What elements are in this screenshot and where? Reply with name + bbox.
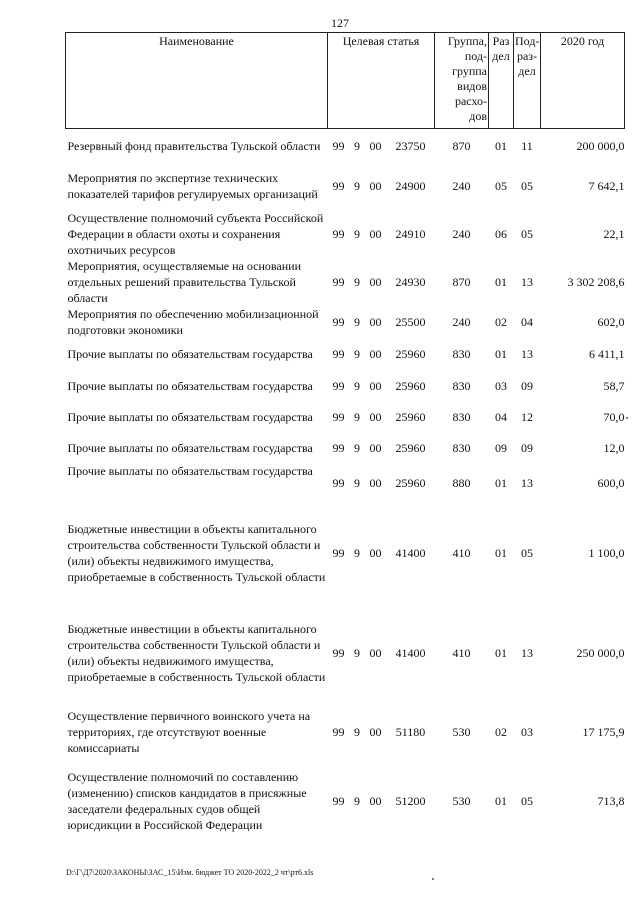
budget-table xyxy=(65,32,625,841)
row-code-d: 51180 xyxy=(395,725,426,739)
row-code-d: 25960 xyxy=(395,347,426,361)
table-row xyxy=(66,306,625,338)
row-podrazdel: 09 xyxy=(521,378,534,393)
row-code-d: 25960 xyxy=(395,440,426,455)
row-sum: 22,1 xyxy=(603,227,625,241)
row-code-a: 99 xyxy=(332,347,345,361)
row-code-d: 24910 xyxy=(395,227,426,241)
row-sum: 6 411,1 xyxy=(588,347,625,361)
row-podrazdel: 11 xyxy=(521,138,533,153)
row-code-c: 00 xyxy=(369,794,382,808)
row-code-b: 9 xyxy=(354,646,360,660)
table-header xyxy=(66,33,625,129)
row-name: Прочие выплаты по обязательствам государства xyxy=(67,464,313,478)
row-code-b: 9 xyxy=(354,179,360,193)
header-podrazdel-line: дел xyxy=(518,64,536,78)
table-row xyxy=(66,703,625,761)
table-row xyxy=(66,210,625,258)
row-name: Прочие выплаты по обязательствам государства xyxy=(67,378,313,393)
row-code-d: 25500 xyxy=(395,315,426,329)
row-razdel: 02 xyxy=(495,725,508,739)
header-razdel-line: дел xyxy=(492,49,510,63)
row-code-c: 00 xyxy=(369,275,382,289)
row-code-a: 99 xyxy=(332,646,345,660)
row-code-c: 00 xyxy=(369,476,382,490)
row-name: Осуществление полномочий по составлению (изменению) списков кандидатов в присяжные заседатели федеральных судов общей юрисдикции в Российской Федерации xyxy=(67,770,307,832)
row-code-c: 00 xyxy=(369,138,382,153)
row-group: 410 xyxy=(452,646,471,660)
row-razdel: 01 xyxy=(495,347,508,361)
row-sum: 1 100,0 xyxy=(588,546,625,560)
row-code-b: 9 xyxy=(354,315,360,329)
row-code-c: 00 xyxy=(369,347,382,361)
row-code-c: 00 xyxy=(369,315,382,329)
row-code-c: 00 xyxy=(369,546,382,560)
row-group: 830 xyxy=(452,409,471,424)
row-razdel: 01 xyxy=(495,138,508,153)
row-code-c: 00 xyxy=(369,378,382,393)
row-sum: 250 000,0 xyxy=(576,646,625,660)
row-code-d: 41400 xyxy=(395,646,426,660)
row-group: 530 xyxy=(452,725,471,739)
row-sum: 602,0 xyxy=(597,315,625,329)
row-podrazdel: 13 xyxy=(521,275,534,289)
row-sum: 713,8 xyxy=(597,794,625,808)
row-code-a: 99 xyxy=(332,227,345,241)
row-podrazdel: 03 xyxy=(521,725,534,739)
row-razdel: 01 xyxy=(495,476,508,490)
row-group: 880 xyxy=(452,476,471,490)
table-row xyxy=(66,603,625,703)
row-podrazdel: 05 xyxy=(521,179,534,193)
row-sum: 3 302 208,6 xyxy=(567,275,625,289)
row-code-a: 99 xyxy=(332,725,345,739)
header-razdel xyxy=(489,33,514,129)
row-code-b: 9 xyxy=(354,409,360,424)
row-razdel: 02 xyxy=(495,315,508,329)
row-group: 240 xyxy=(452,227,471,241)
row-group: 870 xyxy=(452,138,471,153)
row-code-d: 24900 xyxy=(395,179,426,193)
row-sum: 58,7 xyxy=(603,378,625,393)
row-code-a: 99 xyxy=(332,275,345,289)
row-razdel: 01 xyxy=(495,546,508,560)
row-code-d: 25960 xyxy=(395,378,426,393)
row-code-b: 9 xyxy=(354,378,360,393)
row-razdel: 03 xyxy=(495,378,508,393)
row-code-c: 00 xyxy=(369,646,382,660)
row-code-a: 99 xyxy=(332,179,345,193)
row-name: Прочие выплаты по обязательствам государства xyxy=(67,440,313,455)
row-podrazdel: 04 xyxy=(521,315,534,329)
row-group: 240 xyxy=(452,179,471,193)
row-name: Мероприятия по обеспечению мобилизационной подготовки экономики xyxy=(67,307,319,337)
row-code-b: 9 xyxy=(354,546,360,560)
row-razdel: 04 xyxy=(495,409,508,424)
row-sum: 12,0 xyxy=(603,440,625,455)
header-year: 2020 год xyxy=(541,33,625,129)
row-code-c: 00 xyxy=(369,725,382,739)
row-group: 830 xyxy=(452,440,471,455)
header-group-line: дов xyxy=(469,109,488,123)
row-sum: 600,0 xyxy=(597,476,625,490)
header-group-line: видов xyxy=(457,79,488,93)
row-name: Прочие выплаты по обязательствам государства xyxy=(67,347,313,361)
scan-speck xyxy=(626,417,628,419)
table-row xyxy=(66,432,625,463)
row-code-a: 99 xyxy=(332,409,345,424)
header-group xyxy=(435,33,489,129)
row-sum: 7 642,1 xyxy=(588,179,625,193)
row-podrazdel: 05 xyxy=(521,794,534,808)
row-razdel: 01 xyxy=(495,275,508,289)
row-razdel: 01 xyxy=(495,646,508,660)
row-razdel: 05 xyxy=(495,179,508,193)
row-sum: 200 000,0 xyxy=(576,138,625,153)
row-razdel: 01 xyxy=(495,794,508,808)
header-podrazdel-line: раз- xyxy=(516,49,538,63)
row-name: Резервный фонд правительства Тульской области xyxy=(67,138,321,153)
header-group-line: Группа, xyxy=(447,34,488,48)
row-code-a: 99 xyxy=(332,138,345,153)
table-row xyxy=(66,258,625,306)
row-podrazdel: 13 xyxy=(521,646,534,660)
row-code-b: 9 xyxy=(354,794,360,808)
row-name: Осуществление полномочий субъекта Российской Федерации в области охоты и сохранения охотничьих ресурсов xyxy=(67,211,324,257)
header-podrazdel xyxy=(514,33,541,129)
row-code-b: 9 xyxy=(354,725,360,739)
row-code-b: 9 xyxy=(354,275,360,289)
row-name: Прочие выплаты по обязательствам государства xyxy=(67,409,313,424)
row-code-a: 99 xyxy=(332,546,345,560)
row-code-c: 00 xyxy=(369,440,382,455)
page-number: 127 xyxy=(331,16,349,30)
header-group-line: группа xyxy=(452,64,488,78)
row-code-d: 23750 xyxy=(395,138,426,153)
row-code-c: 00 xyxy=(369,179,382,193)
row-group: 240 xyxy=(452,315,471,329)
row-group: 870 xyxy=(452,275,471,289)
row-code-d: 25960 xyxy=(395,476,426,490)
row-name: Осуществление первичного воинского учета на территориях, где отсутствуют военные комиссариаты xyxy=(67,709,311,755)
row-podrazdel: 05 xyxy=(521,227,534,241)
row-sum: 17 175,9 xyxy=(582,725,625,739)
header-razdel-line: Раз xyxy=(492,34,510,48)
row-name: Бюджетные инвестиции в объекты капитального строительства собственности Тульской области и (или) объекты недвижимого имущества, приобретаемые в собственность Тульской области xyxy=(67,622,326,684)
header-target-article: Целевая статья xyxy=(328,33,435,129)
row-podrazdel: 13 xyxy=(521,476,534,490)
row-code-d: 51200 xyxy=(395,794,426,808)
table-row xyxy=(66,761,625,841)
table-row xyxy=(66,162,625,210)
row-code-b: 9 xyxy=(354,138,360,153)
row-code-d: 25960 xyxy=(395,409,426,424)
row-code-a: 99 xyxy=(332,378,345,393)
table-row xyxy=(66,503,625,603)
row-code-b: 9 xyxy=(354,476,360,490)
row-code-d: 24930 xyxy=(395,275,426,289)
row-code-d: 41400 xyxy=(395,546,426,560)
row-code-a: 99 xyxy=(332,315,345,329)
table-row xyxy=(66,463,625,503)
row-code-a: 99 xyxy=(332,794,345,808)
row-podrazdel: 12 xyxy=(521,409,534,424)
row-name: Мероприятия, осуществляемые на основании отдельных решений правительства Тульской области xyxy=(67,259,302,305)
row-podrazdel: 09 xyxy=(521,440,534,455)
row-code-c: 00 xyxy=(369,409,382,424)
row-code-a: 99 xyxy=(332,440,345,455)
header-podrazdel-line: Под- xyxy=(515,34,540,48)
table-row xyxy=(66,401,625,432)
row-code-b: 9 xyxy=(354,347,360,361)
row-podrazdel: 05 xyxy=(521,546,534,560)
row-code-a: 99 xyxy=(332,476,345,490)
row-razdel: 09 xyxy=(495,440,508,455)
header-group-line: под- xyxy=(464,49,488,63)
row-group: 410 xyxy=(452,546,471,560)
row-code-c: 00 xyxy=(369,227,382,241)
table-row xyxy=(66,370,625,401)
row-group: 830 xyxy=(452,347,471,361)
table-row xyxy=(66,338,625,370)
header-name: Наименование xyxy=(66,33,328,129)
footer-file-path: D:\Г\Д7\2020\ЗАКОНЫ\ЗАС_15\Изм. бюджет ТО 2020-2022_2 чт\рт6.xls xyxy=(66,868,314,877)
row-name: Мероприятия по экспертизе технических показателей тарифов регулируемых организаций xyxy=(67,171,318,201)
row-razdel: 06 xyxy=(495,227,508,241)
row-sum: 70,0 xyxy=(603,409,625,424)
row-code-b: 9 xyxy=(354,227,360,241)
scan-speck xyxy=(432,878,434,880)
row-group: 830 xyxy=(452,378,471,393)
row-podrazdel: 13 xyxy=(521,347,534,361)
row-code-b: 9 xyxy=(354,440,360,455)
header-group-line: расхо- xyxy=(454,94,488,108)
row-name: Бюджетные инвестиции в объекты капитального строительства собственности Тульской области и (или) объекты недвижимого имущества, приобретаемые в собственность Тульской области xyxy=(67,522,326,584)
row-group: 530 xyxy=(452,794,471,808)
table-row xyxy=(66,129,625,163)
